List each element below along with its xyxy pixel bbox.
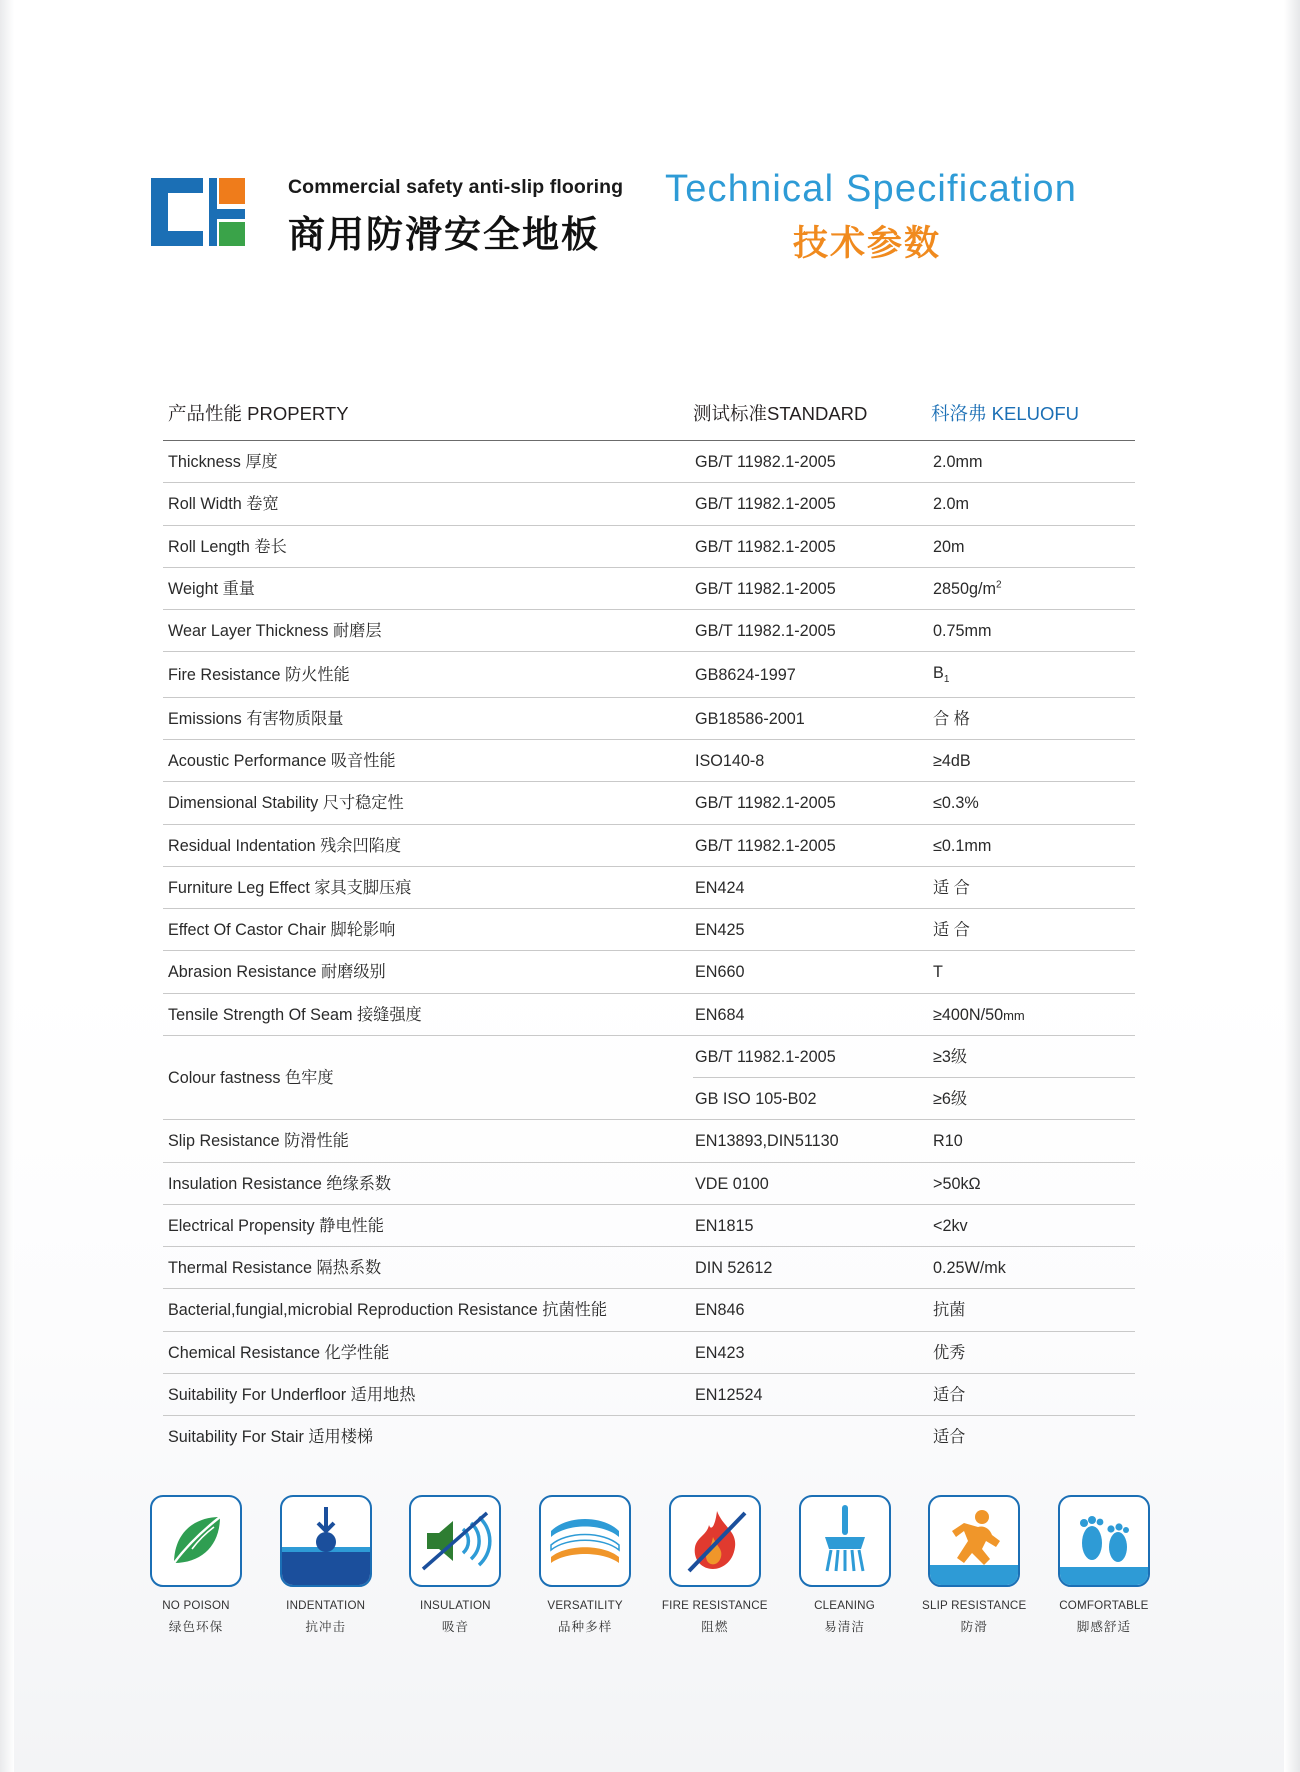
cell-property: Weight 重量 [163, 567, 693, 609]
cell-property: Bacterial,fungial,microbial Reproduction Resistance 抗菌性能 [163, 1289, 693, 1331]
cell-property: Roll Length 卷长 [163, 525, 693, 567]
cell-property: Thermal Resistance 隔热系数 [163, 1247, 693, 1289]
feature-indentation [270, 1495, 382, 1635]
feature-icon-box [928, 1495, 1020, 1587]
feature-label-en: NO POISON [162, 1599, 230, 1612]
table-row [163, 740, 1135, 782]
cell-standard: GB/T 11982.1-2005 [693, 1035, 931, 1077]
cell-standard: EN13893,DIN51130 [693, 1120, 931, 1162]
cell-value: 适 合 [931, 909, 1135, 951]
feature-label-en: VERSATILITY [547, 1599, 623, 1612]
cell-standard: GB ISO 105-B02 [693, 1078, 931, 1120]
feature-no-poison [140, 1495, 252, 1635]
feature-label-cn: 防滑 [960, 1620, 988, 1635]
cell-value: 0.25W/mk [931, 1247, 1135, 1289]
company-logo-icon [145, 176, 275, 248]
table-row-colour-fastness [163, 1035, 1135, 1077]
cell-value: ≥3级 [931, 1035, 1135, 1077]
footprints-icon [1060, 1497, 1148, 1585]
cell-standard: EN660 [693, 951, 931, 993]
table-row [163, 866, 1135, 908]
cell-value: ≥400N/50mm [931, 993, 1135, 1035]
brand-tagline-cn: 商用防滑安全地板 [288, 214, 600, 255]
feature-label-cn: 阻燃 [701, 1620, 729, 1635]
cell-standard: GB/T 11982.1-2005 [693, 824, 931, 866]
feature-label-en: CLEANING [814, 1599, 875, 1612]
cell-property: Roll Width 卷宽 [163, 483, 693, 525]
table-row [163, 697, 1135, 739]
feature-icon-box [409, 1495, 501, 1587]
indentation-icon [282, 1497, 370, 1585]
feature-label-cn: 脚感舒适 [1076, 1620, 1132, 1635]
column-header-property: 产品性能 PROPERTY [163, 400, 693, 441]
cell-property: Dimensional Stability 尺寸稳定性 [163, 782, 693, 824]
cell-standard: EN684 [693, 993, 931, 1035]
table-row [163, 652, 1135, 698]
layers-icon [541, 1497, 629, 1585]
feature-insulation [399, 1495, 511, 1635]
cell-property: Effect Of Castor Chair 脚轮影响 [163, 909, 693, 951]
table-row [163, 782, 1135, 824]
feature-icon-box [669, 1495, 761, 1587]
feature-slip-resistance [918, 1495, 1030, 1635]
table-row [163, 1416, 1135, 1458]
cell-standard: EN423 [693, 1331, 931, 1373]
cell-standard: GB/T 11982.1-2005 [693, 610, 931, 652]
cell-standard: GB/T 11982.1-2005 [693, 567, 931, 609]
feature-icon-box [1058, 1495, 1150, 1587]
cell-property: Acoustic Performance 吸音性能 [163, 740, 693, 782]
cell-value: 优秀 [931, 1331, 1135, 1373]
feature-cleaning [789, 1495, 901, 1635]
running-man-icon [930, 1497, 1018, 1585]
cell-value: T [931, 951, 1135, 993]
cell-value: 0.75mm [931, 610, 1135, 652]
cell-property: Suitability For Underfloor 适用地热 [163, 1373, 693, 1415]
cell-standard: GB/T 11982.1-2005 [693, 441, 931, 483]
feature-label-cn: 抗冲击 [305, 1620, 347, 1635]
cell-property: Electrical Propensity 静电性能 [163, 1204, 693, 1246]
leaf-icon [152, 1497, 240, 1585]
table-row [163, 993, 1135, 1035]
table-row [163, 824, 1135, 866]
cell-value: 20m [931, 525, 1135, 567]
cell-standard: ISO140-8 [693, 740, 931, 782]
table-row [163, 567, 1135, 609]
feature-label-en: COMFORTABLE [1059, 1599, 1149, 1612]
table-row [163, 951, 1135, 993]
cell-property: Tensile Strength Of Seam 接缝强度 [163, 993, 693, 1035]
cell-value: R10 [931, 1120, 1135, 1162]
cell-property: Slip Resistance 防滑性能 [163, 1120, 693, 1162]
brand-text-block [288, 176, 648, 258]
cell-property: Colour fastness 色牢度 [163, 1035, 693, 1120]
table-row [163, 909, 1135, 951]
feature-comfortable [1048, 1495, 1160, 1635]
cell-value: 2.0m [931, 483, 1135, 525]
cell-property: Thickness 厚度 [163, 441, 693, 483]
cell-property: Abrasion Resistance 耐磨级别 [163, 951, 693, 993]
cell-value: >50kΩ [931, 1162, 1135, 1204]
feature-label-cn: 吸音 [441, 1620, 469, 1635]
feature-icon-strip [140, 1495, 1160, 1635]
no-fire-icon [671, 1497, 759, 1585]
table-header-row [163, 400, 1135, 441]
table-row [163, 1247, 1135, 1289]
table-row [163, 1331, 1135, 1373]
feature-label-en: SLIP RESISTANCE [922, 1599, 1027, 1612]
table-row [163, 610, 1135, 652]
cell-value: ≥6级 [931, 1078, 1135, 1120]
cell-property: Wear Layer Thickness 耐磨层 [163, 610, 693, 652]
cell-property: Suitability For Stair 适用楼梯 [168, 1428, 374, 1447]
cell-property: Residual Indentation 残余凹陷度 [163, 824, 693, 866]
cell-standard: EN425 [693, 909, 931, 951]
table-row [163, 441, 1135, 483]
cell-standard: GB/T 11982.1-2005 [693, 483, 931, 525]
table-row [163, 483, 1135, 525]
feature-icon-box [539, 1495, 631, 1587]
cell-value: 抗菌 [931, 1289, 1135, 1331]
page-header [145, 168, 1155, 273]
feature-fire-resistance [659, 1495, 771, 1635]
cell-value: 适合 [931, 1373, 1135, 1415]
cell-property: Emissions 有害物质限量 [163, 697, 693, 739]
specification-table-wrapper [163, 400, 1135, 1457]
cell-value: $2850g/m^2$ [931, 567, 1135, 609]
mute-speaker-icon [411, 1497, 499, 1585]
cell-standard: VDE 0100 [693, 1162, 931, 1204]
feature-icon-box [280, 1495, 372, 1587]
feature-icon-box [150, 1495, 242, 1587]
cell-standard: DIN 52612 [693, 1247, 931, 1289]
cell-standard: GB8624-1997 [693, 652, 931, 698]
feature-versatility [529, 1495, 641, 1635]
cell-property: Fire Resistance 防火性能 [163, 652, 693, 698]
cell-standard: GB/T 11982.1-2005 [693, 525, 931, 567]
feature-label-en: INDENTATION [286, 1599, 366, 1612]
cell-value: 合 格 [931, 697, 1135, 739]
specification-table [163, 400, 1135, 1457]
feature-label-cn: 易清洁 [824, 1620, 865, 1635]
cell-standard: EN846 [693, 1289, 931, 1331]
feature-label-en: FIRE RESISTANCE [661, 1599, 768, 1612]
column-header-standard: 测试标准STANDARD [693, 400, 931, 441]
table-row [163, 525, 1135, 567]
cell-standard: EN1815 [693, 1204, 931, 1246]
table-row [163, 1162, 1135, 1204]
broom-icon [801, 1497, 889, 1585]
feature-label-en: INSULATION [420, 1599, 491, 1612]
table-row [163, 1120, 1135, 1162]
cell-standard: GB/T 11982.1-2005 [693, 782, 931, 824]
cell-property: Furniture Leg Effect 家具支脚压痕 [163, 866, 693, 908]
cell-value: ≤0.3% [931, 782, 1135, 824]
page-title-en: Technical Specification [665, 168, 1078, 210]
cell-value: ≥4dB [931, 740, 1135, 782]
cell-value: $B_1$ [931, 652, 1135, 698]
cell-standard: EN424 [693, 866, 931, 908]
cell-standard [693, 1416, 931, 1458]
page-title-cn: 技术参数 [793, 224, 942, 263]
cell-standard: GB18586-2001 [693, 697, 931, 739]
cell-property: Insulation Resistance 绝缘系数 [163, 1162, 693, 1204]
table-row [163, 1289, 1135, 1331]
cell-standard: EN12524 [693, 1373, 931, 1415]
feature-label-cn: 品种多样 [557, 1620, 613, 1635]
cell-value: 2.0mm [931, 441, 1135, 483]
column-header-product: 科洛弗 KELUOFU [931, 400, 1135, 441]
cell-value: 适 合 [931, 866, 1135, 908]
brand-tagline-en: Commercial safety anti-slip flooring [288, 176, 624, 198]
table-row [163, 1204, 1135, 1246]
feature-label-cn: 绿色环保 [168, 1620, 224, 1635]
cell-value: 适合 [933, 1428, 966, 1447]
cell-property: Chemical Resistance 化学性能 [163, 1331, 693, 1373]
feature-icon-box [799, 1495, 891, 1587]
cell-value: <2kv [931, 1204, 1135, 1246]
cell-value: ≤0.1mm [931, 824, 1135, 866]
table-row [163, 1373, 1135, 1415]
